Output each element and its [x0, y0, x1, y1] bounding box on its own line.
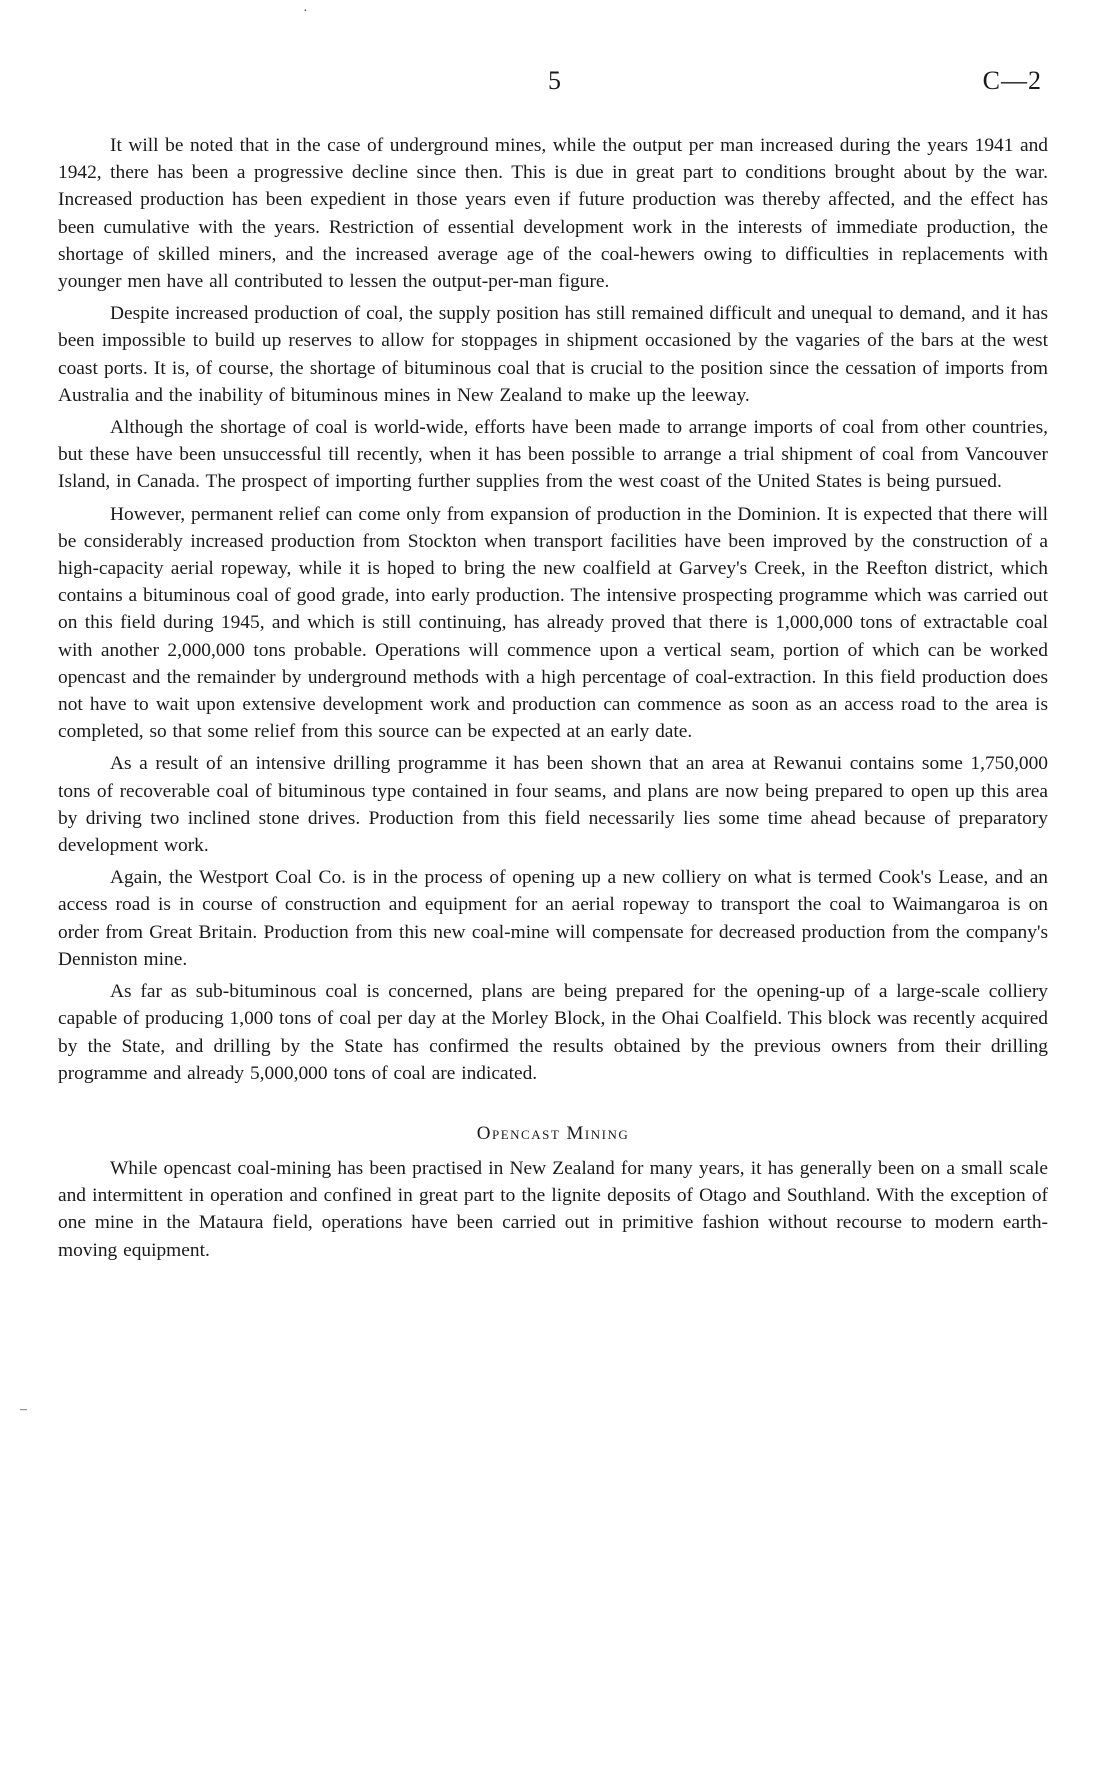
paragraph-westport-coal-co: Again, the Westport Coal Co. is in the process of opening up a new colliery on what is termed Cook's Lease, and an access road is in course of construction and equipment for an aerial ropeway to transport the coal to Waimangaroa is on order from Great Britain. Production from this new coal-mine will compensate for decreased production from the company's Denniston mine.: [58, 867, 1048, 970]
section-heading-opencast-mining: Opencast Mining: [476, 1122, 630, 1144]
body-text: [58, 132, 1048, 1269]
paragraph-output-per-man: It will be noted that in the case of underground mines, while the output per man increased during the years 1941 and 1942, there has been a progressive decline since then. This is due in great part to conditions brought about by the war. Increased production has been expedient in those years even if future production was thereby affected, and the effect has been cumulative with the years. Restriction of essential development work in the interests of immediate production, the shortage of skilled miners, and the increased average age of the coal-hewers owing to difficulties in replacements with younger men have all contributed to lessen the output-per-man figure.: [58, 135, 1048, 293]
page-header: [0, 66, 1114, 106]
document-reference: C—2: [982, 66, 1042, 95]
paragraph-supply-position: Despite increased production of coal, the supply position has still remained difficult and unequal to demand, and it has been impossible to build up reserves to allow for stoppages in shipment occasioned by the vagaries of the bars at the west coast ports. It is, of course, the shortage of bituminous coal that is crucial to the position since the cessation of imports from Australia and the inability of bituminous mines in New Zealand to make up the leeway.: [58, 303, 1048, 406]
paragraph-sub-bituminous-coal: As far as sub-bituminous coal is concerned, plans are being prepared for the opening-up of a large-scale colliery capable of producing 1,000 tons of coal per day at the Morley Block, in the Ohai Coalfield. This block was recently acquired by the State, and drilling by the State has confirmed the results obtained by the previous owners from their drilling programme and already 5,000,000 tons of coal are indicated.: [58, 981, 1048, 1084]
paragraph-coal-imports: Although the shortage of coal is world-wide, efforts have been made to arrange imports of coal from other countries, but these have been unsuccessful till recently, when it has been possible to arrange a trial shipment of coal from Vancouver Island, in Canada. The prospect of importing further supplies from the west coast of the United States is being pursued.: [58, 417, 1048, 493]
scan-speck-mark: ·: [303, 4, 308, 19]
margin-dash-mark: ‒: [20, 1402, 27, 1417]
paragraph-opencast-mining: While opencast coal-mining has been practised in New Zealand for many years, it has generally been on a small scale and intermittent in operation and confined in great part to the lignite deposits of Otago and Southland. With the exception of one mine in the Mataura field, operations have been carried out in primitive fashion without recourse to modern earth-moving equipment.: [58, 1157, 1048, 1261]
paragraph-rewanui: As a result of an intensive drilling programme it has been shown that an area at Rewanui contains some 1,750,000 tons of recoverable coal of bituminous type contained in four seams, and plans are now being prepared to open up this area by driving two inclined stone drives. Production from this field necessarily lies some time ahead because of preparatory development work.: [58, 753, 1048, 857]
page-number: 5: [548, 66, 561, 95]
paragraph-expansion-of-production: However, permanent relief can come only from expansion of production in the Dominion. It is expected that there will be considerably increased production from Stockton when transport facilities have been improved by the construction of a high-capacity aerial ropeway, while it is hoped to bring the new coalfield at Garvey's Creek, in the Reefton district, which contains a bituminous coal of good grade, into early production. The intensive prospecting programme which was carried out on this field during 1945, and which is still continuing, has already proved that there is 1,000,000 tons of extractable coal with another 2,000,000 tons probable. Operations will commence upon a vertical seam, portion of which can be worked opencast and the remainder by underground methods with a high percentage of coal-extraction. In this field production does not have to wait upon extensive development work and production can commence as soon as an access road to the area is completed, so that some relief from this source can be expected at an early date.: [58, 503, 1048, 743]
